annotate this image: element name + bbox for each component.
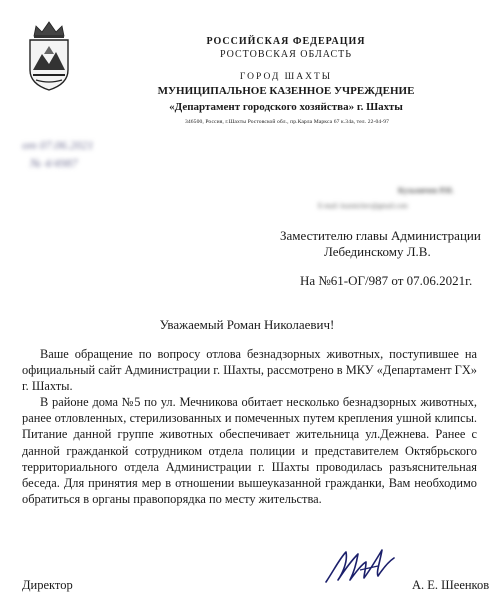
- salutation: Уважаемый Роман Николаевич!: [159, 317, 335, 332]
- paragraph-2: В районе дома №5 по ул. Мечникова обитает несколько безнадзорных животных, ранее отловленных, стерилизованных и помеченных путем крепления ушной клипсы. Питание данной группе животных обеспечивает жительница ул.Дежнева. Ранее с данной гражданкой сотрудником отдела полиции и представителем Октябрьского территориального отдела Администрации г. Шахты проводилась разъяснительная беседа. Для принятия мер в отношении вышеуказанной гражданки, Вам необходимо обратиться в органы правопорядка по месту жительства.: [22, 395, 477, 507]
- coat-of-arms-icon: [24, 18, 74, 94]
- addressee-line2: Лебединскому Л.В.: [324, 244, 431, 259]
- redacted-ref-number: № 4/4987: [30, 156, 78, 170]
- header-department: «Департамент городского хозяйства» г. Шахты: [169, 101, 403, 113]
- redacted-ref-date: от 07.06.2021: [22, 138, 94, 152]
- header-region: РОСТОВСКАЯ ОБЛАСТЬ: [219, 49, 353, 60]
- header-country: РОССИЙСКАЯ ФЕДЕРАЦИЯ: [206, 36, 366, 47]
- header-institution: МУНИЦИПАЛЬНОЕ КАЗЕННОЕ УЧРЕЖДЕНИЕ: [157, 85, 415, 97]
- signatory-title: Директор: [22, 578, 73, 592]
- signature-icon: [320, 540, 400, 588]
- reference-number: На №61-ОГ/987 от 07.06.2021г.: [300, 273, 473, 288]
- header-address: 346500, Россия, г.Шахты Ростовской обл., пр.Карла Маркса 67 к.34а, тел. 22-04-97: [184, 119, 389, 125]
- header-city: ГОРОД ШАХТЫ: [239, 72, 333, 82]
- paragraph-1: Ваше обращение по вопросу отлова безнадзорных животных, поступившее на официальный сайт Администрации г. Шахты, рассмотрено в МКУ «Департамент ГХ» г. Шахты.: [22, 347, 477, 394]
- signatory-name: А. Е. Шеенков: [412, 578, 490, 592]
- redacted-recipient-email: E-mail: kuzmichev@gmail.com: [318, 202, 408, 210]
- redacted-recipient-name: Кузьмичев Р.Н.: [398, 186, 454, 195]
- addressee-line1: Заместителю главы Администрации: [280, 228, 481, 243]
